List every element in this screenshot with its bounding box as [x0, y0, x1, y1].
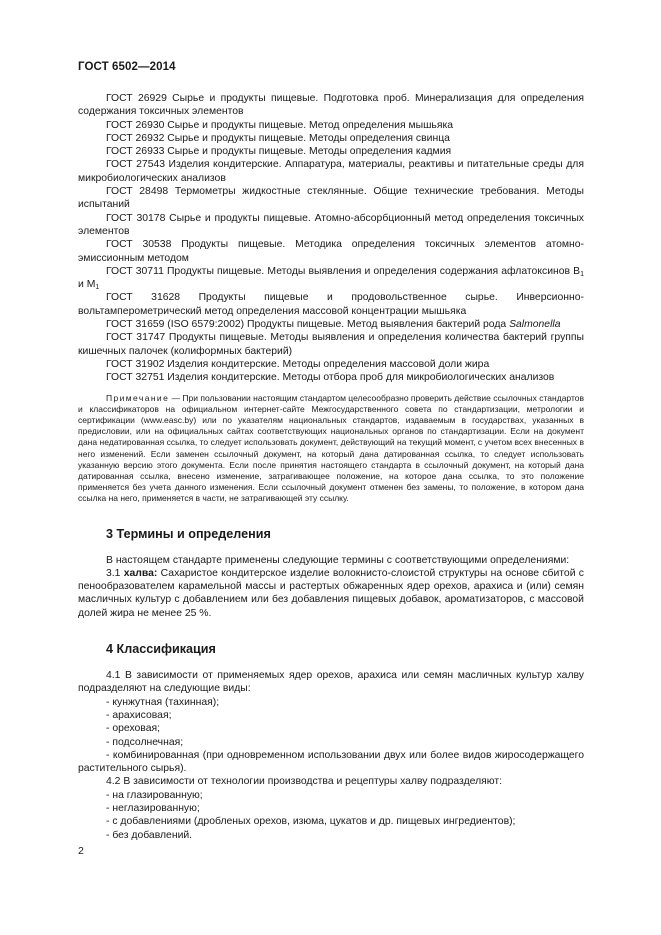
note-text: — При пользовании настоящим стандартом целесообразно проверить действие ссылочных стандартов и классификаторов на официальном интернет-сайте Межгосударственного совета по стандартизации, метрологии и сертификации (www.easc.by) или по указателям национальных стандартов, издаваемым в государствах, указанных в предисловии, или на официальных сайтах соответствующих национальных органов по стандартизации. Если на документ дана недатированная ссылка, то следует использовать документ, действующий на текущий момент, с учетом всех внесенных в него изменений. Если заменен ссылочный документ, на который дана датированная ссылка, то следует использовать указанную версию этого документа. Если после принятия настоящего стандарта в ссылочный документ, на который дана датированная ссылка, внесено изменение, затрагивающее положение, на которое дана ссылка, то это положение применяется без учета данного изменения. Если ссылочный документ отменен без замены, то положение, в котором дана ссылка на него, применяется в части, не затрагивающей эту ссылку.: [78, 392, 584, 504]
section-4-heading: 4 Классификация: [106, 642, 216, 657]
reference-item: ГОСТ 30538 Продукты пищевые. Методика определения токсичных элементов атомно-эмиссионным методом: [78, 239, 584, 264]
reference-item-aflatoxin: [78, 265, 584, 292]
list-item: - неглазированную;: [106, 803, 200, 815]
note-paragraph: [78, 393, 584, 505]
list-item: - кунжутная (тахинная);: [106, 696, 220, 708]
list-item: - без добавлений.: [106, 829, 193, 841]
reference-text: ГОСТ 31659 (ISO 6579:2002) Продукты пищевые. Метод выявления бактерий рода: [106, 319, 510, 331]
b-subscript: 1: [580, 270, 584, 278]
salmonella-italic: Salmonella: [509, 319, 561, 331]
reference-item: ГОСТ 27543 Изделия кондитерские. Аппаратура, материалы, реактивы и питательные среды для микробиологических анализов: [78, 159, 584, 184]
section-3-heading: 3 Термины и определения: [106, 526, 271, 541]
section-3-intro: В настоящем стандарте применены следующие термины с соответствующими определениями:: [106, 554, 570, 566]
term-number: 3.1: [106, 567, 124, 579]
list-item: - на глазированную;: [106, 789, 203, 801]
term-text: Сахаристое кондитерское изделие волокнисто-слоистой структуры на основе сбитой с пенообразователем карамельной массы и растертых обжаренных ядер орехов, арахиса и (или) семян масличных культур с добавлением или без добавления пищевых добавок, ароматизаторов, с массовой долей жира не менее 25 %.: [78, 567, 584, 619]
list-item: - арахисовая;: [106, 709, 172, 721]
reference-text: ГОСТ 30711 Продукты пищевые. Методы выявления и определения содержания афлатоксинов: [106, 265, 574, 277]
reference-item: ГОСТ 26933 Сырье и продукты пищевые. Методы определения кадмия: [106, 146, 452, 158]
b-letter: B: [573, 265, 581, 277]
reference-item: ГОСТ 26930 Сырье и продукты пищевые. Метод определения мышьяка: [106, 119, 454, 131]
list-item: - ореховая;: [106, 723, 161, 735]
m-subscript: 1: [95, 284, 100, 292]
list-item: - подсолнечная;: [106, 736, 184, 748]
reference-item: ГОСТ 32751 Изделия кондитерские. Методы отбора проб для микробиологических анализов: [106, 372, 555, 384]
clause-4-2: 4.2 В зависимости от технологии производства и рецептуры халву подразделяют:: [106, 776, 502, 788]
reference-item: ГОСТ 26929 Сырье и продукты пищевые. Подготовка проб. Минерализация для определения содержания токсичных элементов: [78, 93, 584, 118]
term-name: халва:: [123, 567, 158, 579]
page-content: [78, 92, 584, 842]
list-item: - с добавлениями (дробленых орехов, изюма, цукатов и др. пищевых ингредиентов);: [106, 816, 516, 828]
list-item: - комбинированная (при одновременном использовании двух или более видов жиросодержащего растительного сырья).: [78, 749, 584, 775]
reference-item: ГОСТ 26932 Сырье и продукты пищевые. Методы определения свинца: [106, 132, 450, 144]
reference-item: ГОСТ 31747 Продукты пищевые. Методы выявления и определения количества бактерий группы кишечных палочек (колиформных бактерий): [78, 332, 584, 357]
term-definition: [78, 567, 584, 620]
reference-item: ГОСТ 30178 Сырье и продукты пищевые. Атомно-абсорбционный метод определения токсичных элементов: [78, 212, 584, 237]
reference-item-salmonella: [78, 318, 584, 331]
reference-item: ГОСТ 31902 Изделия кондитерские. Методы определения массовой доли жира: [106, 358, 490, 370]
reference-item: ГОСТ 31628 Продукты пищевые и продовольственное сырье. Инверсионно-вольтамперометрический метод определения массовой концентрации мышьяка: [78, 292, 584, 317]
document-header: ГОСТ 6502—2014: [78, 61, 176, 73]
reference-item: ГОСТ 28498 Термометры жидкостные стеклянные. Общие технические требования. Методы испытаний: [78, 186, 584, 211]
clause-4-1: 4.1 В зависимости от применяемых ядер орехов, арахиса или семян масличных культур халву подразделяют на следующие виды:: [78, 670, 584, 695]
note-label: Примечание: [106, 392, 170, 403]
and-m-letter: и M: [78, 279, 96, 291]
page-number: 2: [78, 845, 84, 857]
